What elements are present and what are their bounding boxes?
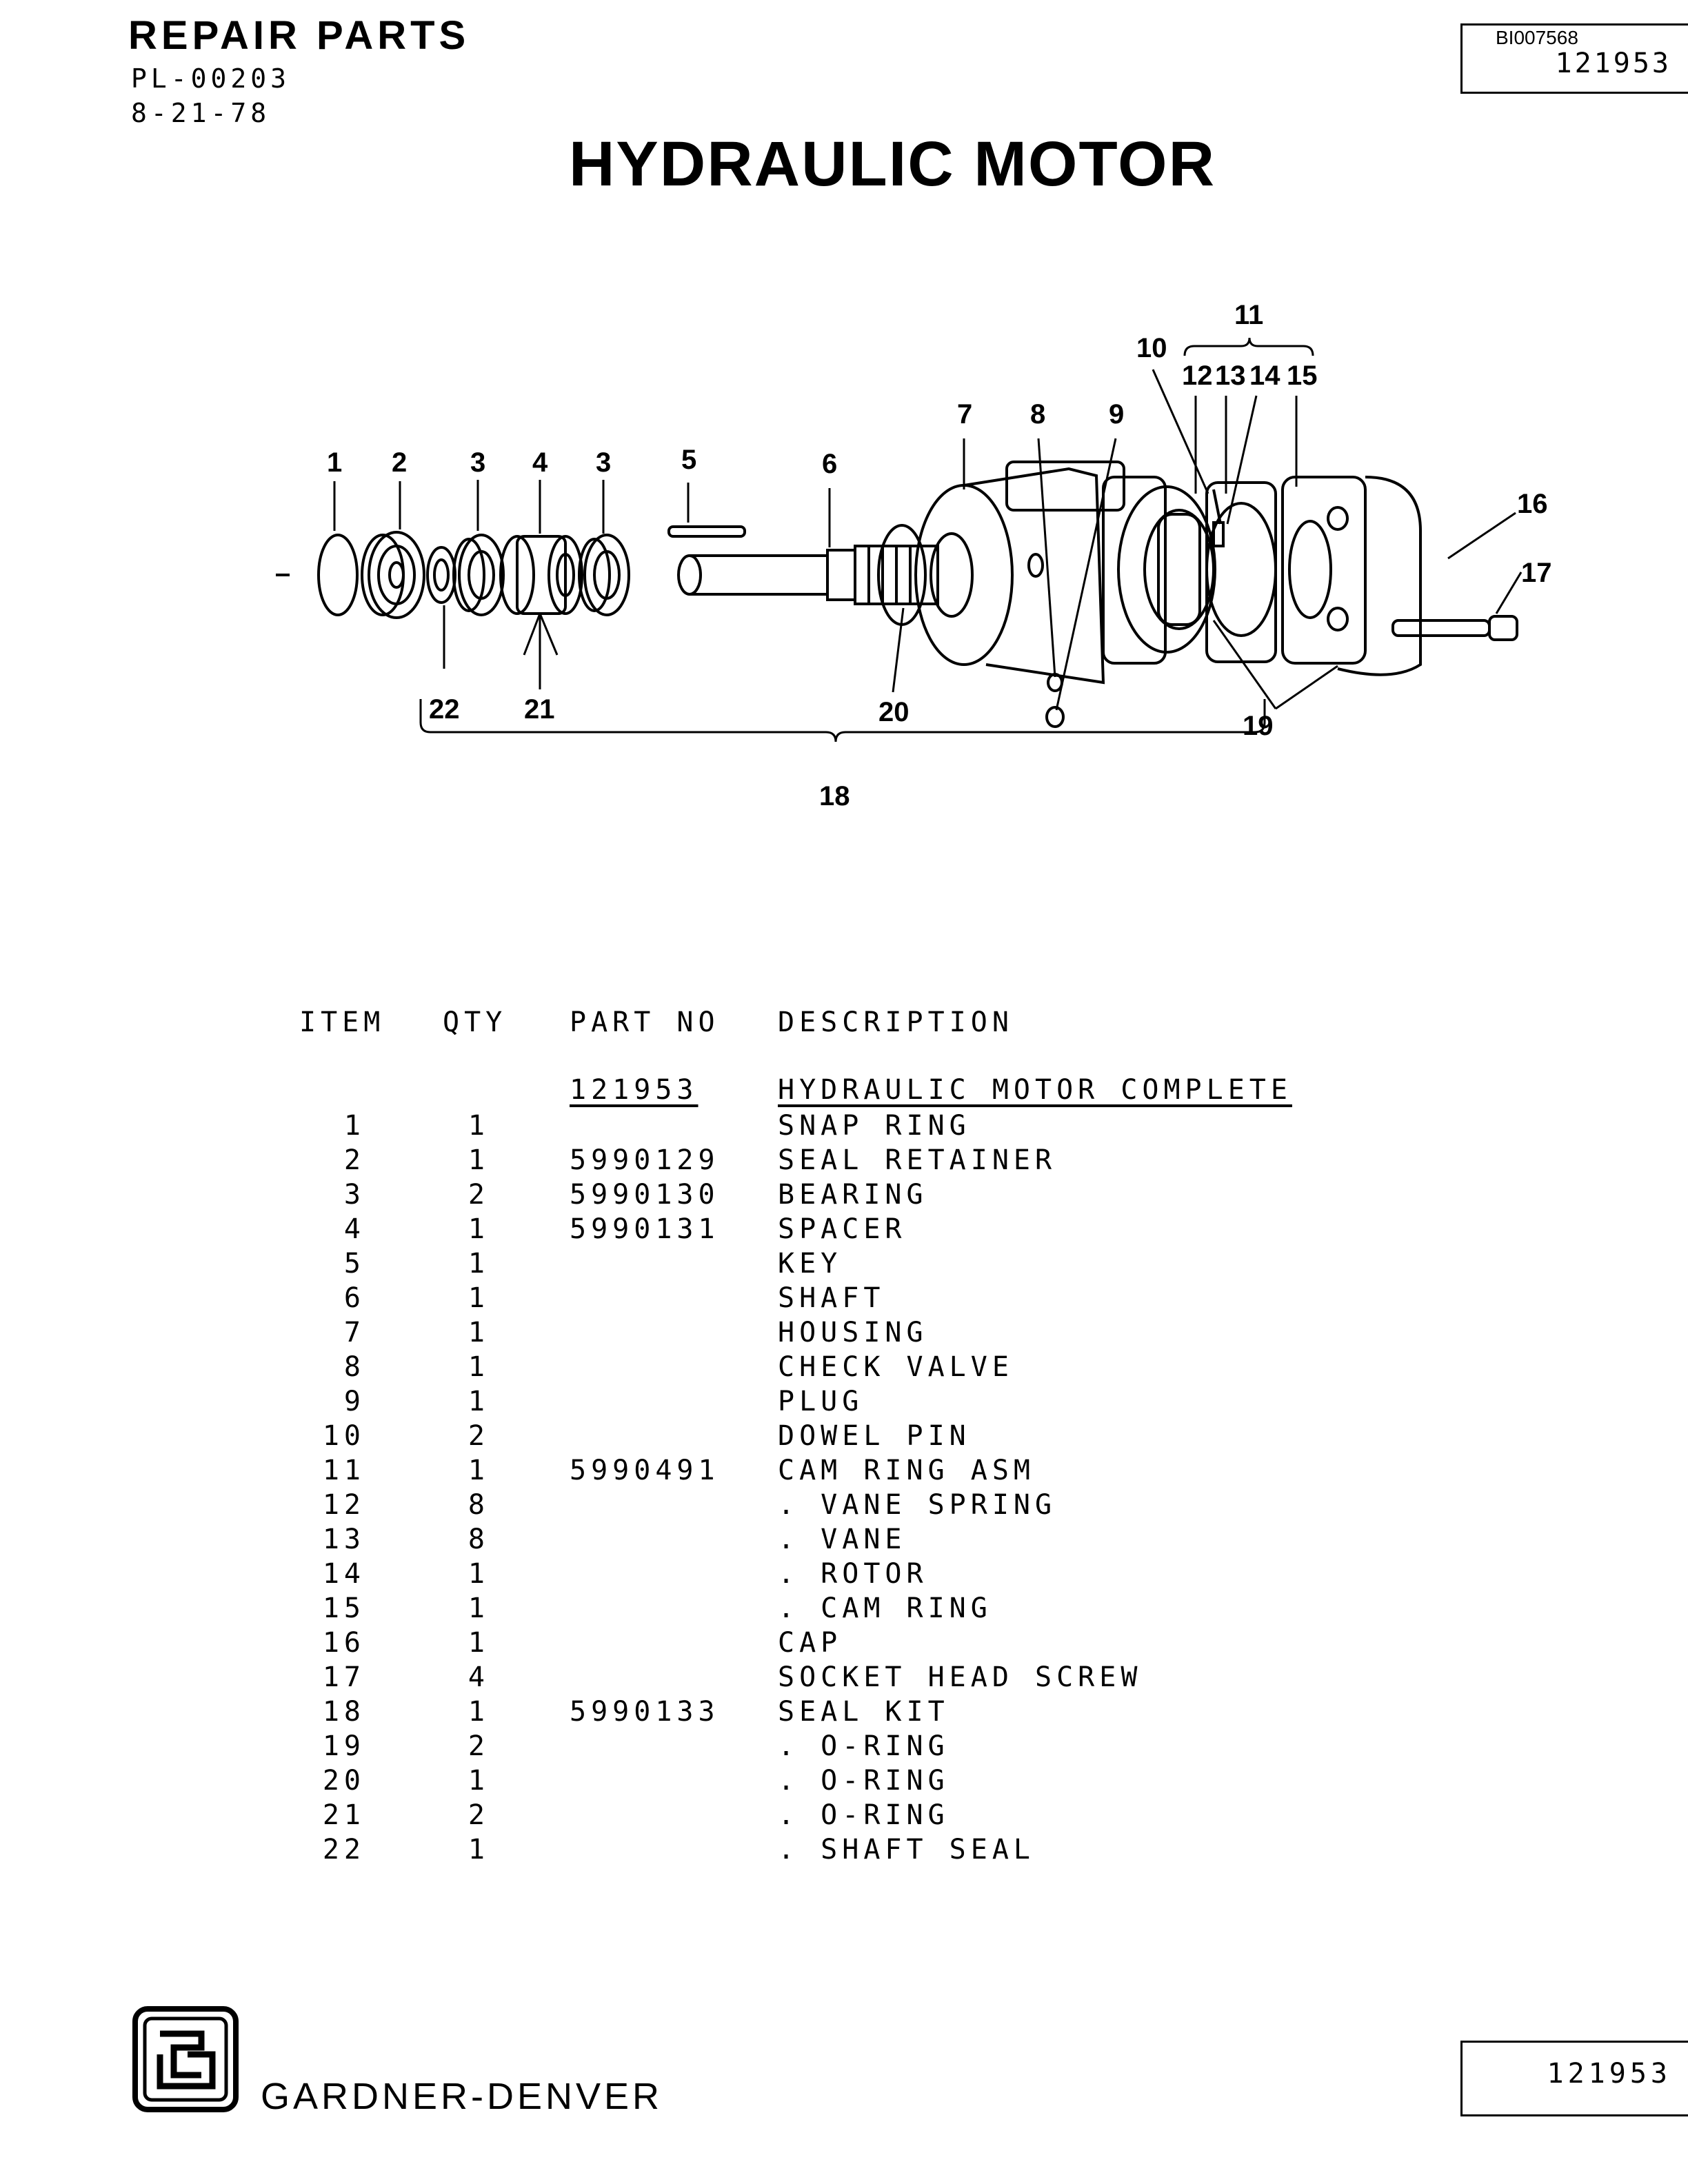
table-row bbox=[0, 1765, 1688, 1799]
item-number: 13 bbox=[322, 1524, 365, 1555]
quantity: 1 bbox=[468, 1627, 490, 1659]
part-description: . O-RING bbox=[778, 1765, 950, 1797]
spacer-part bbox=[501, 536, 582, 614]
callout-5: 5 bbox=[681, 445, 697, 475]
callout-3-left: 3 bbox=[470, 447, 486, 478]
item-number: 16 bbox=[322, 1627, 365, 1659]
callout-4: 4 bbox=[532, 447, 548, 478]
table-row bbox=[0, 1593, 1688, 1627]
callout-3-right: 3 bbox=[596, 447, 612, 478]
page-title: HYDRAULIC MOTOR bbox=[568, 129, 1216, 199]
item-number: 2 bbox=[343, 1144, 365, 1176]
quantity: 1 bbox=[468, 1144, 490, 1176]
table-row bbox=[0, 1696, 1688, 1730]
shaft-part bbox=[679, 546, 938, 604]
table-row bbox=[0, 1627, 1688, 1661]
item-number: 21 bbox=[322, 1799, 365, 1831]
table-row bbox=[0, 1524, 1688, 1558]
description-column-header: DESCRIPTION bbox=[778, 1007, 1014, 1038]
gardner-denver-logo bbox=[132, 2006, 239, 2112]
quantity: 1 bbox=[468, 1386, 490, 1417]
callout-6: 6 bbox=[822, 449, 838, 479]
assembly-description: HYDRAULIC MOTOR COMPLETE bbox=[778, 1074, 1292, 1106]
part-description: KEY bbox=[778, 1248, 843, 1280]
table-row bbox=[0, 1489, 1688, 1524]
item-number: 12 bbox=[322, 1489, 365, 1521]
callout-13: 13 bbox=[1215, 361, 1246, 391]
cap-part bbox=[1283, 477, 1420, 675]
part-description: DOWEL PIN bbox=[778, 1420, 971, 1452]
quantity: 1 bbox=[468, 1317, 490, 1348]
quantity: 2 bbox=[468, 1799, 490, 1831]
callout-19: 19 bbox=[1243, 711, 1274, 741]
table-row bbox=[0, 1248, 1688, 1282]
part-description: . SHAFT SEAL bbox=[778, 1834, 1035, 1866]
exploded-view-diagram bbox=[262, 296, 1572, 848]
item-number: 17 bbox=[322, 1661, 365, 1693]
item-number: 15 bbox=[322, 1593, 365, 1624]
table-row bbox=[0, 1144, 1688, 1179]
item-number: 9 bbox=[343, 1386, 365, 1417]
part-description: CAM RING ASM bbox=[778, 1455, 1035, 1486]
brand-name: GARDNER-DENVER bbox=[261, 2076, 663, 2117]
shaft-seal-part bbox=[428, 547, 455, 603]
callout-10: 10 bbox=[1136, 333, 1167, 363]
callout-17: 17 bbox=[1521, 558, 1552, 588]
item-number: 5 bbox=[343, 1248, 365, 1280]
part-description: SEAL KIT bbox=[778, 1696, 950, 1728]
table-row bbox=[0, 1420, 1688, 1455]
part-description: CHECK VALVE bbox=[778, 1351, 1014, 1383]
footer-number-box bbox=[1460, 2041, 1688, 2116]
callout-7: 7 bbox=[957, 399, 973, 429]
item-number: 4 bbox=[343, 1213, 365, 1245]
part-number: 5990131 bbox=[570, 1213, 720, 1245]
callout-1: 1 bbox=[327, 447, 343, 478]
quantity: 1 bbox=[468, 1455, 490, 1486]
bearing-part-right bbox=[579, 535, 629, 615]
table-row bbox=[0, 1110, 1688, 1144]
part-description: SPACER bbox=[778, 1213, 907, 1245]
part-description: PLUG bbox=[778, 1386, 864, 1417]
item-number: 14 bbox=[322, 1558, 365, 1590]
quantity: 4 bbox=[468, 1661, 490, 1693]
part-description: SEAL RETAINER bbox=[778, 1144, 1057, 1176]
item-number: 18 bbox=[322, 1696, 365, 1728]
socket-head-screw-part bbox=[1393, 616, 1517, 640]
callout-11: 11 bbox=[1234, 300, 1264, 330]
item-number: 22 bbox=[322, 1834, 365, 1866]
reference-number: 121953 bbox=[1555, 48, 1671, 79]
quantity: 1 bbox=[468, 1696, 490, 1728]
callout-21: 21 bbox=[524, 694, 555, 725]
table-row bbox=[0, 1834, 1688, 1868]
table-row bbox=[0, 1351, 1688, 1386]
part-number: 5990129 bbox=[570, 1144, 720, 1176]
part-description: BEARING bbox=[778, 1179, 928, 1211]
assembly-part-number: 121953 bbox=[570, 1074, 699, 1106]
item-number: 8 bbox=[343, 1351, 365, 1383]
key-part bbox=[669, 527, 745, 536]
quantity: 8 bbox=[468, 1524, 490, 1555]
item-number: 6 bbox=[343, 1282, 365, 1314]
table-row bbox=[0, 1317, 1688, 1351]
table-row bbox=[0, 1558, 1688, 1593]
reference-box bbox=[1460, 23, 1688, 94]
part-description: . VANE bbox=[778, 1524, 907, 1555]
table-row bbox=[0, 1730, 1688, 1765]
parts-list-code: PL-00203 bbox=[131, 63, 291, 94]
callout-8: 8 bbox=[1030, 399, 1046, 429]
callout-20: 20 bbox=[878, 697, 910, 727]
qty-column-header: QTY bbox=[443, 1007, 508, 1038]
part-description: CAP bbox=[778, 1627, 843, 1659]
callout-12: 12 bbox=[1182, 361, 1213, 391]
quantity: 2 bbox=[468, 1179, 490, 1211]
part-description: . ROTOR bbox=[778, 1558, 928, 1590]
bearing-part-left bbox=[454, 535, 503, 615]
callout-15: 15 bbox=[1287, 361, 1318, 391]
item-number: 10 bbox=[322, 1420, 365, 1452]
parts-table-header bbox=[0, 1007, 1688, 1041]
quantity: 1 bbox=[468, 1213, 490, 1245]
housing-part bbox=[916, 462, 1124, 682]
parts-list-date: 8-21-78 bbox=[131, 98, 271, 128]
item-number: 19 bbox=[322, 1730, 365, 1762]
quantity: 1 bbox=[468, 1593, 490, 1624]
part-number: 5990130 bbox=[570, 1179, 720, 1211]
part-description: SHAFT bbox=[778, 1282, 885, 1314]
item-number: 11 bbox=[322, 1455, 365, 1486]
quantity: 1 bbox=[468, 1248, 490, 1280]
quantity: 1 bbox=[468, 1834, 490, 1866]
item-number: 1 bbox=[343, 1110, 365, 1142]
table-row bbox=[0, 1179, 1688, 1213]
callout-2: 2 bbox=[392, 447, 408, 478]
part-description: HOUSING bbox=[778, 1317, 928, 1348]
part-description: . VANE SPRING bbox=[778, 1489, 1057, 1521]
table-row bbox=[0, 1213, 1688, 1248]
footer-number: 121953 bbox=[1547, 2058, 1671, 2090]
assembly-row bbox=[0, 1074, 1688, 1109]
quantity: 8 bbox=[468, 1489, 490, 1521]
part-description: SOCKET HEAD SCREW bbox=[778, 1661, 1143, 1693]
part-description: . O-RING bbox=[778, 1730, 950, 1762]
callout-14: 14 bbox=[1249, 361, 1280, 391]
document-id: BI007568 bbox=[1496, 27, 1578, 48]
callout-18: 18 bbox=[819, 781, 850, 811]
item-number: 3 bbox=[343, 1179, 365, 1211]
quantity: 1 bbox=[468, 1765, 490, 1797]
callout-9: 9 bbox=[1109, 399, 1125, 429]
table-row bbox=[0, 1661, 1688, 1696]
repair-parts-heading: REPAIR PARTS bbox=[128, 13, 470, 58]
table-row bbox=[0, 1282, 1688, 1317]
callout-22: 22 bbox=[429, 694, 460, 725]
quantity: 1 bbox=[468, 1110, 490, 1142]
table-row bbox=[0, 1455, 1688, 1489]
quantity: 1 bbox=[468, 1558, 490, 1590]
part-description: . O-RING bbox=[778, 1799, 950, 1831]
callout-16: 16 bbox=[1517, 489, 1548, 519]
quantity: 2 bbox=[468, 1730, 490, 1762]
item-number: 20 bbox=[322, 1765, 365, 1797]
part-no-column-header: PART NO bbox=[570, 1007, 720, 1038]
item-number: 7 bbox=[343, 1317, 365, 1348]
cam-ring-assembly-part bbox=[1103, 477, 1276, 663]
check-valve-part bbox=[1047, 674, 1063, 727]
part-description: . CAM RING bbox=[778, 1593, 992, 1624]
quantity: 1 bbox=[468, 1282, 490, 1314]
snap-ring-part bbox=[319, 535, 357, 615]
item-column-header: ITEM bbox=[299, 1007, 385, 1038]
quantity: 2 bbox=[468, 1420, 490, 1452]
part-number: 5990491 bbox=[570, 1455, 720, 1486]
part-number: 5990133 bbox=[570, 1696, 720, 1728]
quantity: 1 bbox=[468, 1351, 490, 1383]
table-row bbox=[0, 1386, 1688, 1420]
part-description: SNAP RING bbox=[778, 1110, 971, 1142]
table-row bbox=[0, 1799, 1688, 1834]
seal-retainer-part bbox=[362, 532, 424, 618]
